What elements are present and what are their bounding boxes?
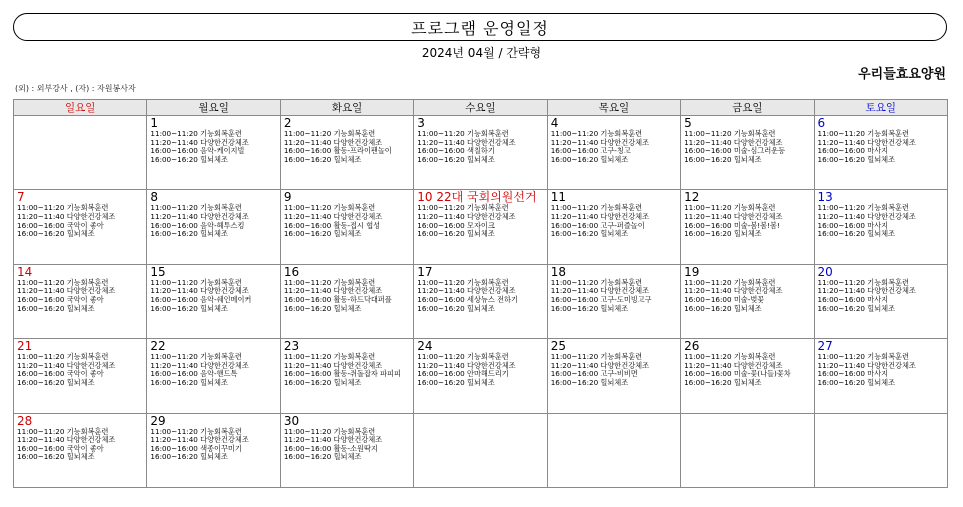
legend-note: (외) : 외부강사 , (자) : 자원봉사자 (15, 84, 136, 93)
day-schedule: 11:00~11:20 기능회복훈련 11:20~11:40 다양한건강체조 16:00~16:00 활동-소원딱지 16:00~16:20 힐뇌체조 (283, 426, 383, 462)
calendar-day-cell (814, 264, 947, 338)
day-number: 25 (550, 339, 566, 354)
calendar-week-row (14, 413, 948, 487)
day-number: 6 (817, 116, 826, 130)
calendar-day-cell (547, 116, 680, 190)
day-schedule: 11:00~11:20 기능회복훈련 11:20~11:40 다양한건강체조 16:00~16:00 색칠하기 16:00~16:20 힐뇌체조 (417, 129, 516, 164)
calendar-day-cell (681, 190, 814, 264)
calendar-day-cell (14, 339, 147, 413)
day-number: 14 (17, 264, 33, 279)
day-schedule: 11:00~11:20 기능회복훈련 11:20~11:40 다양한건강체조 16:00~16:00 고구-퍼즐놀이 16:00~16:20 힐뇌체조 (550, 203, 650, 239)
day-number: 28 (17, 413, 33, 428)
day-number: 7 (17, 190, 25, 205)
day-schedule: 11:00~11:20 기능회복훈련 11:20~11:40 다양한건강체조 16:00~16:00 모자이크 16:00~16:20 힐뇌체조 (417, 203, 516, 239)
calendar-day-cell (547, 413, 680, 487)
day-schedule: 11:00~11:20 기능회복훈련 11:20~11:40 다양한건강체조 16:00~16:00 세상뉴스 전하기 16:00~16:20 힐뇌체조 (417, 277, 518, 313)
day-schedule: 11:00~11:20 기능회복훈련 11:20~11:40 다양한건강체조 16:00~16:00 마사지 16:00~16:20 힐뇌체조 (817, 352, 916, 387)
day-number: 13 (817, 190, 833, 205)
day-schedule: 11:00~11:20 기능회복훈련 11:20~11:40 다양한건강체조 16:00~16:00 고구-도미빙고구 16:00~16:20 힐뇌체조 (550, 277, 652, 313)
day-number: 5 (684, 116, 692, 130)
calendar-day-cell (147, 116, 280, 190)
org-name: 우리들효요양원 (858, 67, 946, 82)
day-number: 29 (150, 413, 166, 428)
day-schedule: 11:00~11:20 기능회복훈련 11:20~11:40 다양한건강체조 16:00~16:00 활동-하드닥대퍼플 16:00~16:20 힐뇌체조 (283, 277, 392, 313)
calendar-day-cell (414, 116, 547, 190)
day-schedule: 11:00~11:20 기능회복훈련 11:20~11:40 다양한건강체조 16:00~16:00 마사지 16:00~16:20 힐뇌체조 (817, 277, 916, 313)
calendar-day-cell (280, 190, 413, 264)
calendar-week-row (14, 264, 948, 338)
day-schedule: 11:00~11:20 기능회복훈련 11:20~11:40 다양한건강체조 16:00~16:00 미술-심그러운등 16:00~16:20 힐뇌체조 (684, 129, 786, 164)
weekday-header-sat: 토요일 (814, 100, 947, 116)
calendar-day-cell (681, 339, 814, 413)
calendar-day-cell (147, 264, 280, 338)
day-number: 24 (417, 339, 433, 354)
weekday-header-wed: 수요일 (414, 100, 547, 116)
day-schedule: 11:00~11:20 기능회복훈련 11:20~11:40 다양한건강체조 16:00~16:00 음악-헤투스킹 16:00~16:20 힐뇌체조 (150, 203, 249, 239)
day-number: 15 (150, 264, 166, 279)
calendar-day-cell (547, 264, 680, 338)
day-number: 19 (684, 264, 700, 279)
day-schedule: 11:00~11:20 기능회복훈련 11:20~11:40 다양한건강체조 16:00~16:00 마사지 16:00~16:20 힐뇌체조 (817, 129, 916, 164)
day-number: 27 (817, 339, 833, 354)
calendar-day-cell (280, 116, 413, 190)
day-number: 1 (150, 116, 159, 130)
calendar-day-cell (681, 413, 814, 487)
day-number: 22 (150, 339, 166, 354)
weekday-header-mon: 월요일 (147, 100, 280, 116)
day-number: 20 (817, 264, 833, 279)
day-number: 30 (283, 413, 300, 428)
day-number: 10 22대 국회의원선거 (417, 190, 537, 205)
calendar-day-cell (814, 339, 947, 413)
day-number: 21 (17, 339, 33, 354)
day-number: 8 (150, 190, 159, 205)
day-number: 12 (684, 190, 700, 205)
day-schedule: 11:00~11:20 기능회복훈련 11:20~11:40 다양한건강체조 16:00~16:00 활동-프라이팬놀이 16:00~16:20 힐뇌체조 (283, 129, 392, 164)
day-schedule: 11:00~11:20 기능회복훈련 11:20~11:40 다양한건강체조 16:00~16:00 안마해드리기 16:00~16:20 힐뇌체조 (417, 352, 516, 387)
day-schedule: 11:00~11:20 기능회복훈련 11:20~11:40 다양한건강체조 16:00~16:00 활동-접시 협성 16:00~16:20 힐뇌체조 (283, 203, 383, 239)
calendar-day-cell (814, 413, 947, 487)
calendar-day-cell (280, 413, 413, 487)
calendar-week-row (14, 116, 948, 190)
calendar-day-cell (414, 264, 547, 338)
day-number: 2 (283, 116, 292, 130)
day-number: 11 (550, 190, 566, 205)
calendar-day-cell (681, 116, 814, 190)
calendar-day-cell (14, 190, 147, 264)
weekday-header-tue: 화요일 (280, 100, 413, 116)
calendar-day-cell (547, 190, 680, 264)
day-schedule: 11:00~11:20 기능회복훈련 11:20~11:40 다양한건강체조 16:00~16:00 미술-벚꽃 16:00~16:20 힐뇌체조 (684, 277, 783, 313)
day-schedule: 11:00~11:20 기능회복훈련 11:20~11:40 다양한건강체조 16:00~16:00 국악이 좋아 16:00~16:20 힐뇌체조 (17, 203, 116, 239)
calendar-day-cell (147, 339, 280, 413)
calendar-table (13, 99, 948, 488)
calendar-day-cell (14, 116, 147, 190)
day-number: 18 (550, 264, 566, 279)
day-schedule: 11:00~11:20 기능회복훈련 11:20~11:40 다양한건강체조 16:00~16:00 국악이 좋아 16:00~16:20 힐뇌체조 (17, 426, 116, 462)
page-subtitle: 2024년 04월 / 간략형 (421, 46, 542, 60)
day-number: 17 (417, 264, 433, 279)
weekday-header-sun: 일요일 (14, 100, 147, 116)
day-schedule: 11:00~11:20 기능회복훈련 11:20~11:40 다양한건강체조 16:00~16:00 국악이 좋아 16:00~16:20 힐뇌체조 (17, 277, 116, 313)
calendar-day-cell (280, 339, 413, 413)
day-schedule: 11:00~11:20 기능회복훈련 11:20~11:40 다양한건강체조 16:00~16:00 마사지 16:00~16:20 힐뇌체조 (817, 203, 916, 239)
weekday-header-thu: 목요일 (547, 100, 680, 116)
calendar-day-cell (280, 264, 413, 338)
calendar-body (14, 116, 948, 488)
day-number: 3 (417, 116, 425, 130)
day-number: 9 (283, 190, 292, 205)
calendar-day-cell (14, 264, 147, 338)
day-schedule: 11:00~11:20 기능회복훈련 11:20~11:40 다양한건강체조 16:00~16:00 음악-핸드톡 16:00~16:20 힐뇌체조 (150, 352, 249, 387)
calendar-day-cell (414, 339, 547, 413)
day-schedule: 11:00~11:20 기능회복훈련 11:20~11:40 다양한건강체조 16:00~16:00 미술-봄!봄!봄! 16:00~16:20 힐뇌체조 (684, 203, 783, 239)
calendar-day-cell (147, 190, 280, 264)
day-number: 4 (550, 116, 559, 130)
calendar-day-cell (14, 413, 147, 487)
calendar-day-cell (547, 339, 680, 413)
day-number: 26 (684, 339, 700, 354)
calendar-day-cell (414, 413, 547, 487)
day-schedule: 11:00~11:20 기능회복훈련 11:20~11:40 다양한건강체조 16:00~16:00 고구-칭고 16:00~16:20 힐뇌체조 (550, 129, 650, 164)
calendar-day-cell (414, 190, 547, 264)
calendar-week-row (14, 339, 948, 413)
weekday-header-fri: 금요일 (681, 100, 814, 116)
calendar-day-cell (681, 264, 814, 338)
day-schedule: 11:00~11:20 기능회복훈련 11:20~11:40 다양한건강체조 16:00~16:00 음악-쉐인메이커 16:00~16:20 힐뇌체조 (150, 277, 252, 313)
day-schedule: 11:00~11:20 기능회복훈련 11:20~11:40 다양한건강체조 16:00~16:00 국악이 좋아 16:00~16:20 힐뇌체조 (17, 352, 116, 387)
day-number: 23 (283, 339, 300, 354)
page-title: 프로그램 운영일정 (13, 13, 947, 41)
day-schedule: 11:00~11:20 기능회복훈련 11:20~11:40 다양한건강체조 16:00~16:00 미술-꽃(나들)꽃차 16:00~16:20 힐뇌체조 (684, 352, 791, 387)
day-schedule: 11:00~11:20 기능회복훈련 11:20~11:40 다양한건강체조 16:00~16:00 색종이꾸미기 16:00~16:20 힐뇌체조 (150, 426, 249, 462)
day-schedule: 11:00~11:20 기능회복훈련 11:20~11:40 다양한건강체조 16:00~16:00 활동-쥐돌잡자 파피피 16:00~16:20 힐뇌체조 (283, 352, 401, 387)
day-number: 16 (283, 264, 300, 279)
calendar-week-row (14, 190, 948, 264)
weekday-header-row (14, 100, 948, 116)
day-schedule: 11:00~11:20 기능회복훈련 11:20~11:40 다양한건강체조 16:00~16:00 음악-케이지빌 16:00~16:20 힐뇌체조 (150, 129, 249, 164)
day-schedule: 11:00~11:20 기능회복훈련 11:20~11:40 다양한건강체조 16:00~16:00 고구-비비면 16:00~16:20 힐뇌체조 (550, 352, 650, 387)
calendar-day-cell (147, 413, 280, 487)
calendar-day-cell (814, 190, 947, 264)
calendar-day-cell (814, 116, 947, 190)
